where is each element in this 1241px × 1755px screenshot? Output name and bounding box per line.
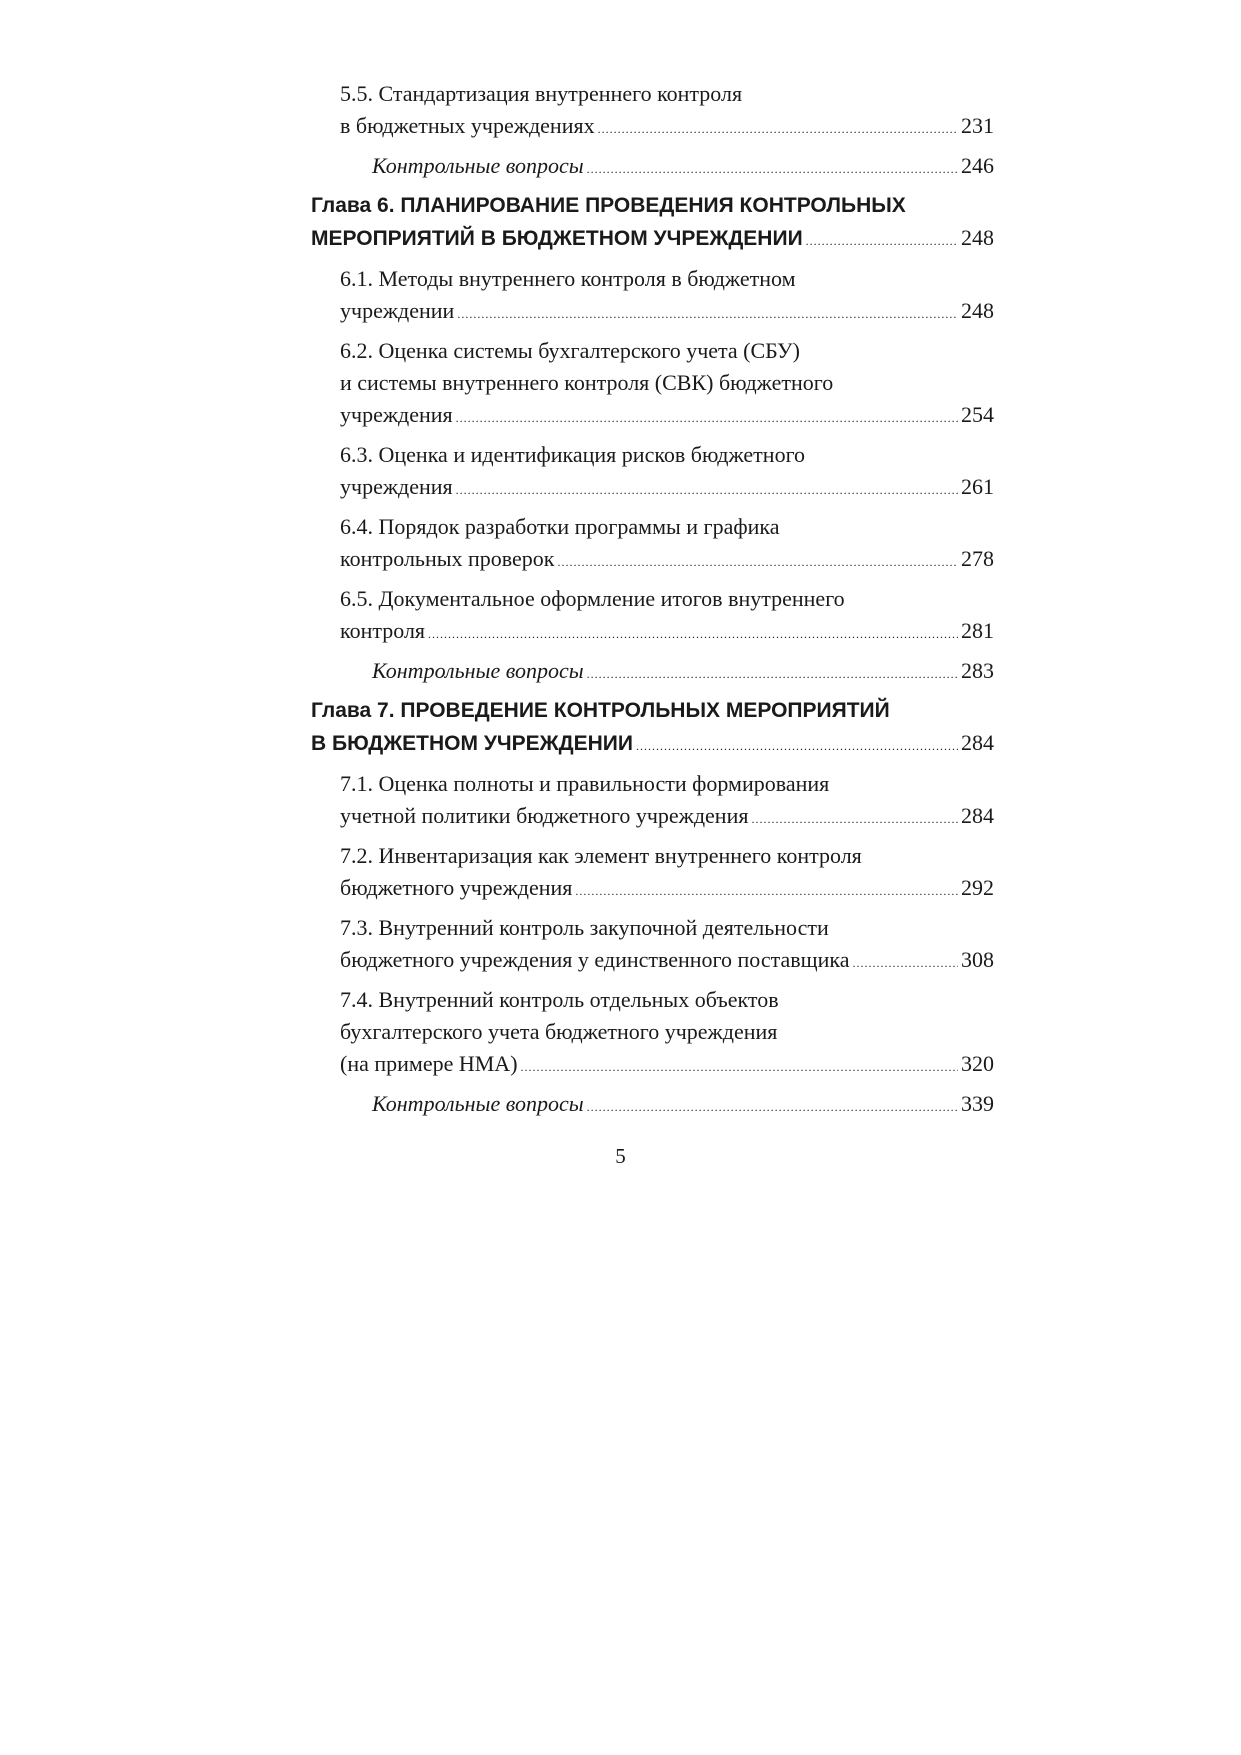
toc-entry-title-line: бюджетного учреждения у единственного поставщика [340,947,850,972]
toc-entry-section [311,912,994,976]
toc-page-number: 283 [961,658,994,683]
toc-entry-title-line: контроля [340,618,426,643]
toc-entry-leader-row [340,110,994,142]
toc-page-number: 339 [961,1091,994,1116]
page-number: 5 [615,1144,626,1168]
toc-entry-title-line: учреждении [340,298,455,323]
dot-leader [575,885,958,897]
toc-page-number: 284 [961,803,994,828]
toc-entry-title-line: 7.3. Внутренний контроль закупочной деятельности [340,915,829,940]
dot-leader [587,668,958,680]
toc-entry-leader-row [340,872,994,904]
toc-page-number: 261 [961,474,994,499]
toc-entry-section [311,511,994,575]
dot-leader [456,412,958,424]
toc-entry-title-line: учреждения [340,402,453,427]
toc-entry-title-line: бюджетного учреждения [340,875,573,900]
toc-page-number: 254 [961,402,994,427]
dot-leader [806,235,958,247]
toc-entry-section [311,335,994,431]
toc-entry-questions [311,1088,994,1120]
toc-entry-leader-row [311,222,994,255]
toc-entry-title-line: Глава 7. ПРОВЕДЕНИЕ КОНТРОЛЬНЫХ МЕРОПРИЯТИЙ [311,699,890,722]
dot-leader [853,957,959,969]
toc-entry-title-line: в бюджетных учреждениях [340,113,595,138]
toc-entry-title-line: Контрольные вопросы [372,1091,584,1116]
toc-entry-title-line: 6.2. Оценка системы бухгалтерского учета (СБУ) [340,338,800,363]
dot-leader [456,484,958,496]
dot-leader [587,1101,958,1113]
toc-entry-leader-row [311,727,994,760]
toc-entry-title-line: учреждения [340,474,453,499]
toc-entry-leader-row [372,150,994,182]
toc-entry-title-line: 7.4. Внутренний контроль отдельных объектов [340,987,779,1012]
toc-page-number: 284 [961,730,994,755]
toc-entry-leader-row [340,543,994,575]
toc-entry-title-line: и системы внутреннего контроля (СВК) бюджетного [340,370,834,395]
toc-page-number: 278 [961,546,994,571]
toc-page-number: 248 [961,298,994,323]
toc-entry-title-line: 5.5. Стандартизация внутреннего контроля [340,81,743,106]
toc-entry-title-line: В БЮДЖЕТНОМ УЧРЕЖДЕНИИ [311,732,633,755]
toc-entry-leader-row [372,655,994,687]
toc-entry-leader-row [340,1048,994,1080]
toc-page-number: 231 [961,113,994,138]
toc-entry-leader-row [340,944,994,976]
dot-leader [521,1061,958,1073]
toc-entry-leader-row [372,1088,994,1120]
toc-entry-questions [311,655,994,687]
table-of-contents [311,78,994,1128]
toc-entry-section [311,263,994,327]
toc-entry-questions [311,150,994,182]
toc-entry-title-line: Глава 6. ПЛАНИРОВАНИЕ ПРОВЕДЕНИЯ КОНТРОЛЬНЫХ [311,194,906,217]
toc-entry-section [311,768,994,832]
toc-entry-title-line: контрольных проверок [340,546,555,571]
toc-entry-section [311,78,994,142]
toc-entry-leader-row [340,399,994,431]
toc-entry-title-line: учетной политики бюджетного учреждения [340,803,749,828]
toc-entry-title-line: 6.1. Методы внутреннего контроля в бюджетном [340,266,796,291]
toc-entry-title-line: 6.5. Документальное оформление итогов внутреннего [340,586,845,611]
toc-entry-leader-row [340,800,994,832]
toc-page-number: 320 [961,1051,994,1076]
toc-page-number: 248 [961,225,994,250]
dot-leader [598,123,958,135]
toc-entry-title-line: Контрольные вопросы [372,658,584,683]
toc-entry-leader-row [340,471,994,503]
toc-entry-leader-row [340,615,994,647]
toc-entry-title-line: 7.2. Инвентаризация как элемент внутреннего контроля [340,843,862,868]
dot-leader [636,740,958,752]
toc-entry-section [311,439,994,503]
toc-entry-leader-row [340,295,994,327]
toc-entry-title-line: 7.1. Оценка полноты и правильности формирования [340,771,830,796]
dot-leader [587,163,958,175]
toc-entry-section [311,984,994,1080]
toc-page-number: 246 [961,153,994,178]
toc-entry-title-line: Контрольные вопросы [372,153,584,178]
dot-leader [558,556,959,568]
toc-entry-title-line: 6.4. Порядок разработки программы и графика [340,514,780,539]
toc-page-number: 281 [961,618,994,643]
toc-entry-title-line: 6.3. Оценка и идентификация рисков бюджетного [340,442,806,467]
dot-leader [428,628,958,640]
toc-entry-title-line: бухгалтерского учета бюджетного учреждения [340,1019,778,1044]
dot-leader [751,813,958,825]
toc-entry-title-line: МЕРОПРИЯТИЙ В БЮДЖЕТНОМ УЧРЕЖДЕНИИ [311,227,803,250]
toc-entry-chapter [311,695,994,760]
toc-entry-section [311,583,994,647]
toc-page-number: 308 [961,947,994,972]
toc-entry-section [311,840,994,904]
toc-entry-chapter [311,190,994,255]
toc-page-number: 292 [961,875,994,900]
dot-leader [457,308,958,320]
toc-entry-title-line: (на примере НМА) [340,1051,518,1076]
